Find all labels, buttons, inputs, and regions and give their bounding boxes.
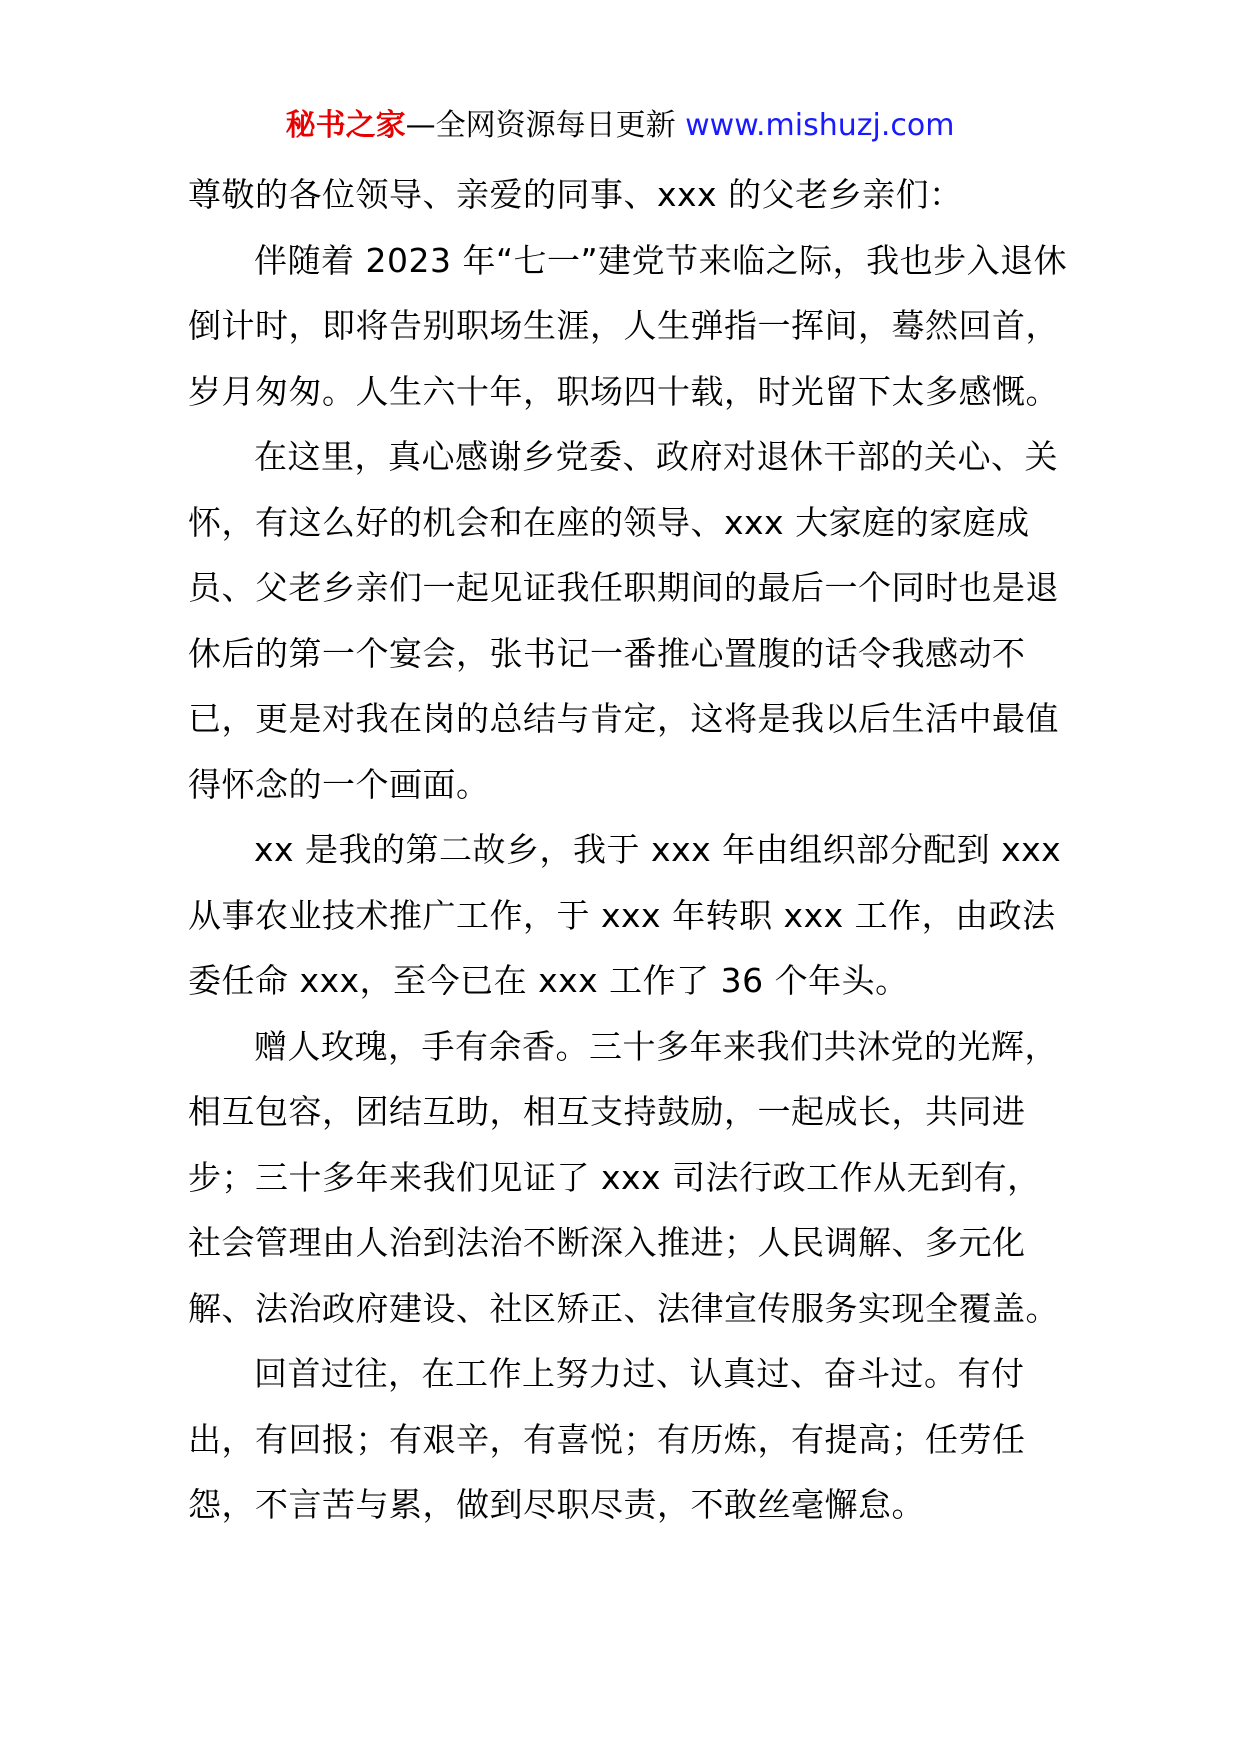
salutation: 尊敬的各位领导、亲爱的同事、xxx 的父老乡亲们： <box>188 175 963 214</box>
site-header <box>0 104 1240 148</box>
document-body <box>188 162 1068 1538</box>
brand-name: 秘书之家 <box>285 108 406 143</box>
paragraph: 伴随着 2023 年“七一”建党节来临之际，我也步入退休倒计时，即将告别职场生涯，人生弹指一挥间，蓦然回首，岁月匆匆。人生六十年，职场四十载，时光留下太多感慨。 <box>188 240 1068 411</box>
site-url-link[interactable]: www.mishuzj.com <box>685 108 955 143</box>
paragraph: 在这里，真心感谢乡党委、政府对退休干部的关心、关怀，有这么好的机会和在座的领导、xxx 大家庭的家庭成员、父老乡亲们一起见证我任职期间的最后一个同时也是退休后的第一个宴会，张书记一番推心置腹的话令我感动不已，更是对我在岗的总结与肯定，这将是我以后生活中最值得怀念的一个画面。 <box>188 437 1059 804</box>
paragraph: 赠人玫瑰，手有余香。三十多年来我们共沐党的光辉，相互包容，团结互助，相互支持鼓励，一起成长，共同进步；三十多年来我们见证了 xxx 司法行政工作从无到有，社会管理由人治到法治不断深入推进；人民调解、多元化解、法治政府建设、社区矫正、法律宣传服务实现全覆盖。 <box>188 1026 1059 1328</box>
paragraph: 回首过往，在工作上努力过、认真过、奋斗过。有付出，有回报；有艰辛，有喜悦；有历炼，有提高；任劳任怨，不言苦与累，做到尽职尽责，不敢丝毫懈怠。 <box>188 1354 1026 1524</box>
header-tagline: —全网资源每日更新 <box>405 108 676 143</box>
paragraph: xx 是我的第二故乡，我于 xxx 年由组织部分配到 xxx 从事农业技术推广工作，于 xxx 年转职 xxx 工作，由政法委任命 xxx，至今已在 xxx 工作了 36 个年头。 <box>188 830 1062 1000</box>
